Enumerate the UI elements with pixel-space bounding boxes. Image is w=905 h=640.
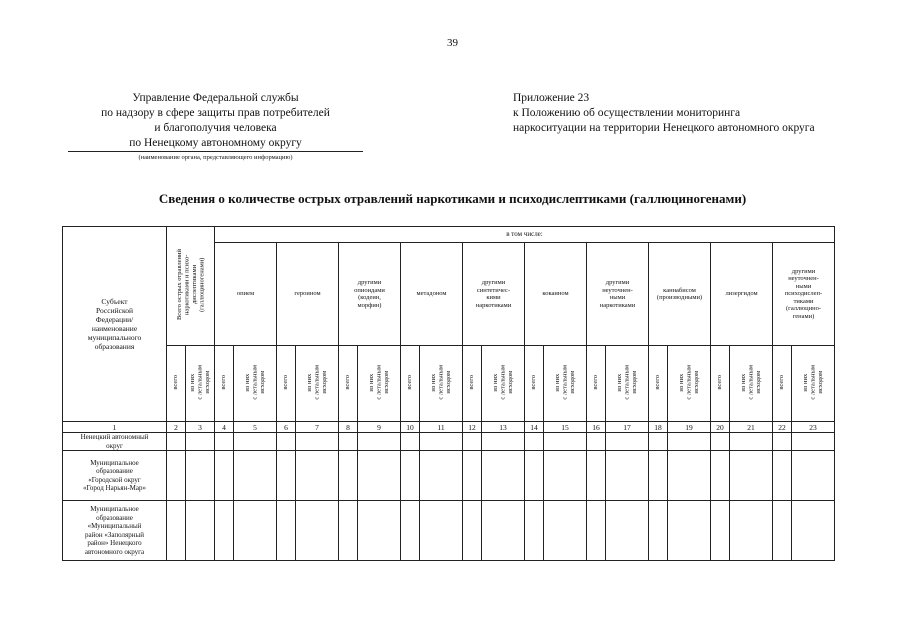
table-cell [167,451,186,501]
table-cell [401,451,420,501]
table-cell [339,501,358,561]
table-cell [773,501,792,561]
table-cell [649,501,668,561]
table-cell [606,451,649,501]
table-cell [730,433,773,451]
column-number-row [63,422,835,433]
column-number: 7 [296,422,339,433]
table-cell [544,501,587,561]
subheader-total-text: всего [530,374,538,390]
column-number: 21 [730,422,773,433]
row-label: Ненецкий автономный округ [63,433,167,451]
group-header: кокаином [525,243,587,346]
column-number: 12 [463,422,482,433]
group-header: другими неуточнен- ными наркотиками [587,243,649,346]
column-number: 8 [339,422,358,433]
subheader-total [167,346,186,422]
column-number: 10 [401,422,420,433]
table-cell [277,501,296,561]
subject-header-text: Субъект Российской Федерации/ наименование муниципального образования [87,297,142,351]
subheader-lethal-text: из них с летальным исходом [801,364,824,400]
subheader-total [401,346,420,422]
subheader-lethal-text: из них с летальным исходом [305,364,328,400]
total-header [167,227,215,346]
table-cell [792,501,835,561]
group-header: лизергидом [711,243,773,346]
subheader-lethal [544,346,587,422]
table-cell [482,501,525,561]
page-number: 39 [447,37,458,49]
subheader-lethal-text: из них с летальным исходом [429,364,452,400]
table-cell [525,451,544,501]
column-number: 22 [773,422,792,433]
table-cell [773,451,792,501]
appendix-block [513,91,873,136]
subheader-lethal-text: из них с летальным исходом [739,364,762,400]
column-number: 20 [711,422,730,433]
subheader-lethal-text: из них с летальным исходом [491,364,514,400]
column-number: 14 [525,422,544,433]
column-number: 3 [186,422,215,433]
table-cell [525,501,544,561]
table-cell [544,433,587,451]
authority-line: Управление Федеральной службы [132,92,299,104]
table-cell [606,433,649,451]
header-row-top [63,227,835,243]
column-number: 4 [215,422,234,433]
table-cell [463,433,482,451]
subheader-lethal-text: из них с летальным исходом [243,364,266,400]
column-number: 18 [649,422,668,433]
table-cell [186,501,215,561]
column-number: 15 [544,422,587,433]
table-cell [730,451,773,501]
subheader-lethal-text: из них с летальным исходом [367,364,390,400]
subheader-lethal [186,346,215,422]
subheader-lethal [792,346,835,422]
table-cell [401,501,420,561]
column-number: 9 [358,422,401,433]
row-label: Муниципальное образование «Муниципальный район «Заполярный район» Ненецкого автономного округа [63,501,167,561]
table-cell [215,451,234,501]
subheader-lethal-text: из них с летальным исходом [188,364,211,400]
group-header: другими опиоидами (кодеин, морфин) [339,243,401,346]
table-cell [711,501,730,561]
subheader-lethal [420,346,463,422]
authority-underlined-line: по Ненецкому автономному округу [68,136,363,152]
table-cell [186,451,215,501]
table-row [63,451,835,501]
authority-line: по надзору в сфере защиты прав потребителей [101,107,330,119]
subheader-total-text: всего [716,374,724,390]
table-cell [792,433,835,451]
subheader-total [773,346,792,422]
subheader-lethal [234,346,277,422]
column-number: 13 [482,422,525,433]
subheader-total-text: всего [172,374,180,390]
table-cell [420,451,463,501]
table-cell [277,433,296,451]
document-title: Сведения о количестве острых отравлений наркотиками и психодислептиками (галлюциногенами) [158,191,747,206]
subheader-total [525,346,544,422]
table-cell [401,433,420,451]
table-cell [358,451,401,501]
group-header: героином [277,243,339,346]
column-number: 2 [167,422,186,433]
subheader-total [587,346,606,422]
table-cell [277,451,296,501]
table-cell [587,451,606,501]
appendix-line: к Положению об осуществлении мониторинга [513,107,741,119]
authority-line: и благополучия человека [154,122,277,134]
subheader-total-text: всего [592,374,600,390]
group-header: опием [215,243,277,346]
table-cell [339,451,358,501]
subheader-total-text: всего [778,374,786,390]
table-cell [186,433,215,451]
table-cell [167,433,186,451]
table-cell [215,501,234,561]
table-cell [587,433,606,451]
column-number: 5 [234,422,277,433]
table-cell [711,433,730,451]
table-cell [649,451,668,501]
column-number: 6 [277,422,296,433]
table-cell [649,433,668,451]
table-cell [234,433,277,451]
subheader-lethal [482,346,525,422]
total-header-text: Всего острых отравлений наркотиками и психо- дислептиками (галлюциногенами) [175,249,205,321]
subheader-total [649,346,668,422]
table-cell [420,433,463,451]
table-cell [358,501,401,561]
group-header: другими неуточнен- ными психодислеп- тиками (галлюцино- генами) [773,243,835,346]
subheader-total-text: всего [220,374,228,390]
table-cell [668,433,711,451]
table-cell [482,433,525,451]
table-cell [234,501,277,561]
subheader-total [711,346,730,422]
authority-block [68,91,363,162]
authority-note: (наименование органа, представляющего информацию) [138,154,293,161]
table-cell [773,433,792,451]
header-row-subcolumns [63,346,835,422]
subheader-total [215,346,234,422]
subheader-total-text: всего [654,374,662,390]
including-header: в том числе: [215,227,835,243]
subheader-total [463,346,482,422]
subheader-total [277,346,296,422]
table-cell [339,433,358,451]
table-cell [296,433,339,451]
table-cell [730,501,773,561]
table-cell [792,451,835,501]
subheader-lethal-text: из них с летальным исходом [615,364,638,400]
group-header: каннабисом (производными) [649,243,711,346]
table-cell [296,501,339,561]
table-cell [711,451,730,501]
subheader-lethal-text: из них с летальным исходом [677,364,700,400]
table-cell [668,451,711,501]
column-number: 16 [587,422,606,433]
subject-header [63,227,167,422]
table-cell [215,433,234,451]
group-header: метадоном [401,243,463,346]
subheader-lethal [730,346,773,422]
table-cell [525,433,544,451]
subheader-lethal-text: из них с летальным исходом [553,364,576,400]
subheader-total-text: всего [282,374,290,390]
subheader-total-text: всего [344,374,352,390]
poisoning-table [62,226,835,561]
table-cell [587,501,606,561]
column-number: 11 [420,422,463,433]
row-label: Муниципальное образование «Городской округ «Город Нарьян-Мар» [63,451,167,501]
table-cell [234,451,277,501]
column-number: 23 [792,422,835,433]
subheader-lethal [606,346,649,422]
table-cell [463,451,482,501]
group-header: другими синтетичес- кими наркотиками [463,243,525,346]
table-cell [463,501,482,561]
table-cell [668,501,711,561]
appendix-line: Приложение 23 [513,92,590,104]
subheader-total-text: всего [468,374,476,390]
appendix-line: наркоситуации на территории Ненецкого автономного округа [513,122,815,134]
table-cell [296,451,339,501]
table-cell [482,451,525,501]
table-cell [358,433,401,451]
subheader-lethal [358,346,401,422]
column-number: 19 [668,422,711,433]
column-number: 17 [606,422,649,433]
table-cell [167,501,186,561]
table-cell [606,501,649,561]
subheader-lethal [296,346,339,422]
table-row [63,501,835,561]
table-cell [544,451,587,501]
subheader-total-text: всего [406,374,414,390]
column-number: 1 [63,422,167,433]
subheader-total [339,346,358,422]
table-cell [420,501,463,561]
table-row [63,433,835,451]
subheader-lethal [668,346,711,422]
